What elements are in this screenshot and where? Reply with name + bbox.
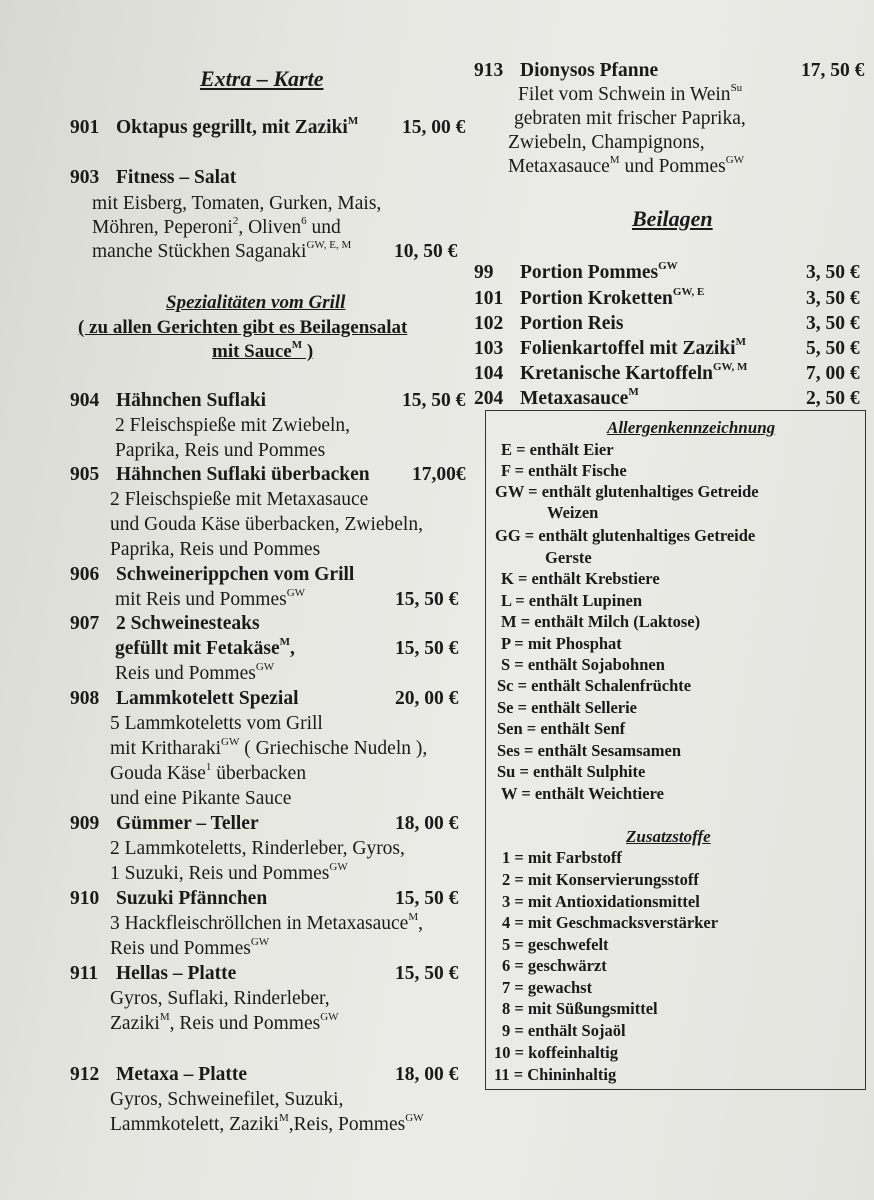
allergen-item: M = enthält Milch (Laktose)	[501, 612, 701, 631]
extra-karte-title: Extra – Karte	[200, 66, 324, 91]
desc-907-line2: Reis und Pommes$^{GW}$	[115, 661, 275, 684]
allergen-item: GW = enthält glutenhaltiges Getreide	[495, 482, 759, 501]
menu-item-908: 908 Lammkotelett Spezial	[70, 688, 299, 709]
desc-908-line3: Gouda Käse$^1$ überbacken	[110, 761, 307, 784]
additive-item: 4 = mit Geschmacksverstärker	[502, 913, 719, 932]
side-price-103: 5, 50 €	[806, 338, 860, 359]
desc-904-line1: 2 Fleischspieße mit Zwiebeln,	[115, 415, 351, 436]
menu-item-907: 907 2 Schweinesteaks	[70, 613, 260, 634]
side-item-204: 204 Metaxasauce$^M$	[474, 386, 639, 409]
menu-item-906: 906 Schweinerippchen vom Grill	[70, 564, 355, 585]
price-913: 17, 50 €	[801, 60, 865, 81]
menu-item-903: 903 Fitness – Salat	[70, 167, 237, 188]
grill-section-title: Spezialitäten vom Grill	[166, 292, 346, 313]
desc-912-line2: Lammkotelett, Zaziki$^M$,Reis, Pommes$^{GW}$	[110, 1112, 424, 1135]
additive-item: 1 = mit Farbstoff	[502, 848, 622, 867]
desc-911-line1: Gyros, Suflaki, Rinderleber,	[110, 988, 330, 1009]
allergen-item: K = enthält Krebstiere	[501, 569, 660, 588]
desc-913-line4: Metaxasauce$^M$ und Pommes$^{GW}$	[508, 154, 745, 177]
desc-910-line2: Reis und Pommes$^{GW}$	[110, 936, 270, 959]
additive-item: 5 = geschwefelt	[502, 935, 609, 954]
price-905: 17,00€	[412, 464, 466, 485]
allergen-item: Ses = enthält Sesamsamen	[497, 741, 682, 760]
side-item-102: 102 Portion Reis	[474, 313, 624, 334]
desc-911-line2: Zaziki$^M$, Reis und Pommes$^{GW}$	[110, 1011, 339, 1034]
price-906: 15, 50 €	[395, 589, 459, 610]
additive-item: 6 = geschwärzt	[502, 956, 607, 975]
desc-904-line2: Paprika, Reis und Pommes	[115, 440, 326, 461]
desc-913-line3: Zwiebeln, Champignons,	[508, 132, 705, 153]
allergen-item: GG = enthält glutenhaltiges Getreide	[495, 526, 756, 545]
price-911: 15, 50 €	[395, 963, 459, 984]
additive-item: 3 = mit Antioxidationsmittel	[502, 892, 700, 911]
allergen-item: L = enthält Lupinen	[501, 591, 642, 610]
side-price-102: 3, 50 €	[806, 313, 860, 334]
desc-905-line3: Paprika, Reis und Pommes	[110, 539, 321, 560]
side-price-99: 3, 50 €	[806, 262, 860, 283]
price-909: 18, 00 €	[395, 813, 459, 834]
desc-907-line1: gefüllt mit Fetakäse$^M$,	[115, 636, 295, 659]
desc-903-line1: mit Eisberg, Tomaten, Gurken, Mais,	[92, 193, 382, 214]
side-price-101: 3, 50 €	[806, 288, 860, 309]
allergen-item: S = enthält Sojabohnen	[501, 655, 665, 674]
desc-906-line1: mit Reis und Pommes$^{GW}$	[115, 587, 306, 610]
side-item-99: 99 Portion Pommes$^{GW}$	[474, 260, 678, 283]
allergen-item: Weizen	[547, 503, 599, 522]
additive-item: 11 = Chininhaltig	[494, 1065, 617, 1084]
desc-913-line1: Filet vom Schwein in Wein$^{Su}$	[518, 82, 743, 105]
price-903: 10, 50 €	[394, 241, 458, 262]
allergen-item: F = enthält Fische	[501, 461, 627, 480]
menu-item-912: 912 Metaxa – Platte	[70, 1064, 248, 1085]
menu-item-901: 901 Oktapus gegrillt, mit Zaziki$^M$	[70, 115, 359, 138]
side-price-104: 7, 00 €	[806, 363, 860, 384]
additive-item: 2 = mit Konservierungsstoff	[502, 870, 699, 889]
desc-908-line4: und eine Pikante Sauce	[110, 788, 292, 809]
allergen-item: E = enthält Eier	[501, 440, 614, 459]
desc-909-line2: 1 Suzuki, Reis und Pommes$^{GW}$	[110, 861, 348, 884]
additive-item: 10 = koffeinhaltig	[494, 1043, 618, 1062]
allergen-item: Sen = enthält Senf	[497, 719, 626, 738]
allergen-item: P = mit Phosphat	[501, 634, 622, 653]
price-901: 15, 00 €	[402, 117, 466, 138]
menu-item-909: 909 Gümmer – Teller	[70, 813, 259, 834]
price-907: 15, 50 €	[395, 638, 459, 659]
desc-905-line1: 2 Fleischspieße mit Metaxasauce	[110, 489, 369, 510]
grill-note-line2: mit Sauce$^M$ )	[212, 339, 314, 362]
desc-913-line2: gebraten mit frischer Paprika,	[514, 108, 746, 129]
allergen-item: Su = enthält Sulphite	[497, 762, 646, 781]
desc-909-line1: 2 Lammkoteletts, Rinderleber, Gyros,	[110, 838, 405, 859]
menu-item-905: 905 Hähnchen Suflaki überbacken	[70, 464, 370, 485]
price-904: 15, 50 €	[402, 390, 466, 411]
additive-item: 8 = mit Süßungsmittel	[502, 999, 658, 1018]
desc-910-line1: 3 Hackfleischröllchen in Metaxasauce$^M$,	[110, 911, 423, 934]
desc-908-line2: mit Kritharaki$^{GW}$ ( Griechische Nudeln ),	[110, 736, 428, 759]
desc-912-line1: Gyros, Schweinefilet, Suzuki,	[110, 1089, 344, 1110]
allergen-item: Gerste	[545, 548, 592, 567]
menu-item-913: 913 Dionysos Pfanne	[474, 60, 659, 81]
price-912: 18, 00 €	[395, 1064, 459, 1085]
desc-905-line2: und Gouda Käse überbacken, Zwiebeln,	[110, 514, 423, 535]
menu-item-904: 904 Hähnchen Suflaki	[70, 390, 267, 411]
additive-item: 7 = gewachst	[502, 978, 593, 997]
desc-903-line3: manche Stückhen Saganaki$^{GW, E, M}$	[92, 239, 352, 262]
allergen-item: Se = enthält Sellerie	[497, 698, 638, 717]
additive-item: 9 = enthält Sojaöl	[502, 1021, 626, 1040]
desc-908-line1: 5 Lammkoteletts vom Grill	[110, 713, 323, 734]
side-item-104: 104 Kretanische Kartoffeln$^{GW, M}$	[474, 361, 748, 384]
allergen-item: Sc = enthält Schalenfrüchte	[497, 676, 692, 695]
menu-item-910: 910 Suzuki Pfännchen	[70, 888, 268, 909]
allergen-title: Allergenkennzeichnung	[607, 418, 776, 437]
price-908: 20, 00 €	[395, 688, 459, 709]
beilagen-title: Beilagen	[632, 206, 713, 231]
desc-903-line2: Möhren, Peperoni$^2$, Oliven$^6$ und	[92, 215, 341, 238]
side-item-103: 103 Folienkartoffel mit Zaziki$^M$	[474, 336, 746, 359]
price-910: 15, 50 €	[395, 888, 459, 909]
menu-item-911: 911 Hellas – Platte	[70, 963, 237, 984]
side-item-101: 101 Portion Kroketten$^{GW, E}$	[474, 286, 705, 309]
additives-title: Zusatzstoffe	[626, 827, 711, 846]
grill-note-line1: ( zu allen Gerichten gibt es Beilagensalat	[78, 317, 408, 338]
side-price-204: 2, 50 €	[806, 388, 860, 409]
allergen-item: W = enthält Weichtiere	[501, 784, 664, 803]
